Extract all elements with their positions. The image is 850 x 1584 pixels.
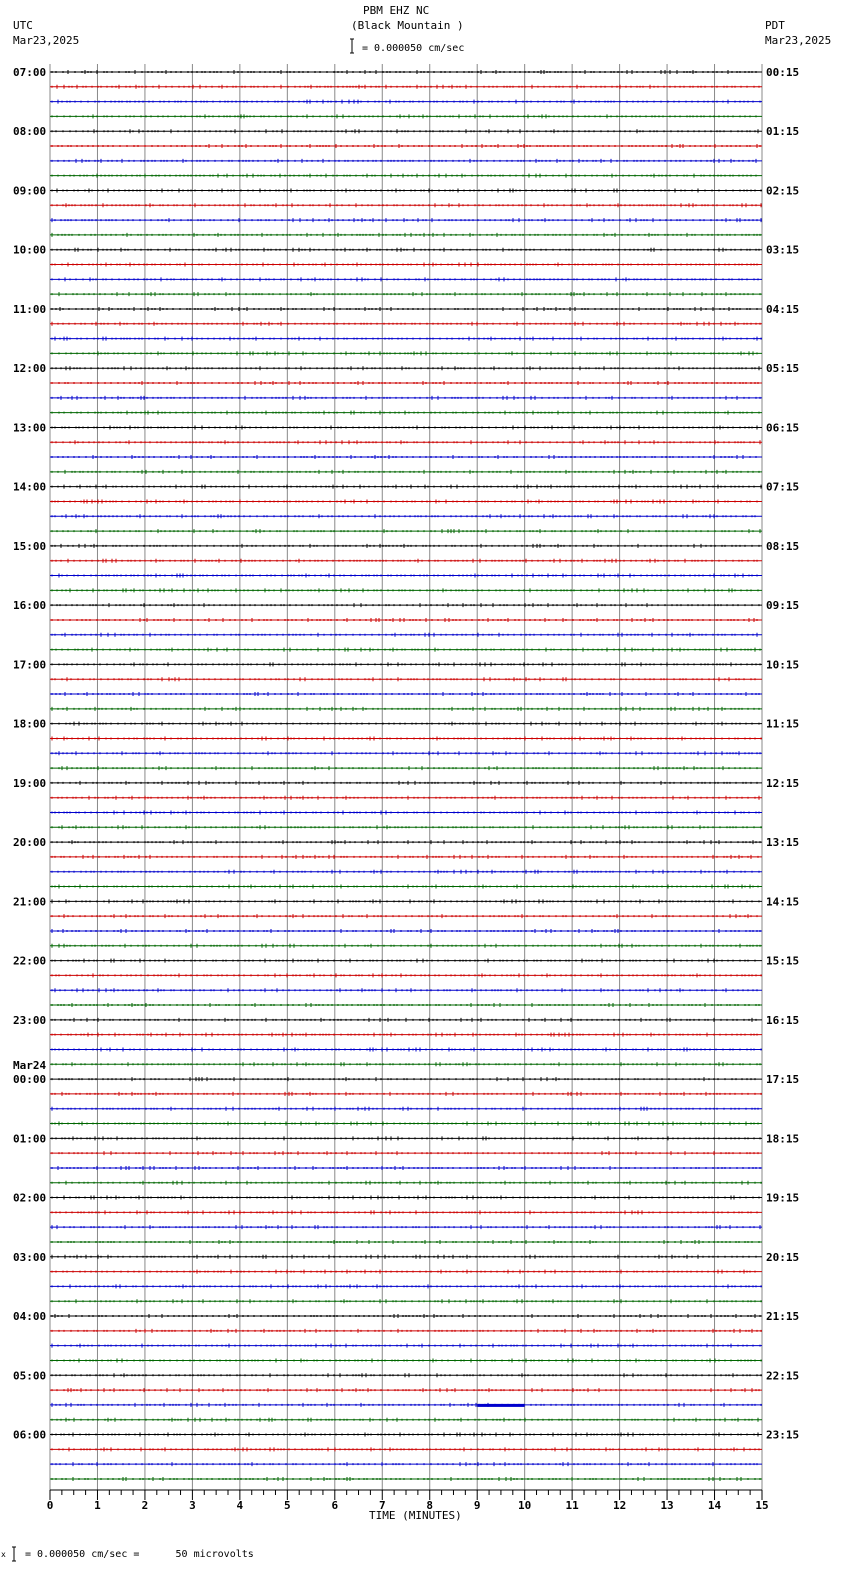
pdt-hour-label: 01:15 [766, 125, 800, 139]
utc-hour-label: 10:00 [13, 243, 47, 257]
pdt-hour-label: 20:15 [766, 1250, 800, 1264]
axis-tick-label: 14 [707, 1499, 722, 1512]
utc-hour-label: 04:00 [13, 1310, 47, 1324]
pdt-hour-label: 06:15 [766, 421, 800, 435]
pdt-hour-label: 00:15 [766, 66, 800, 79]
scale-bars [12, 39, 354, 1561]
pdt-hour-label: 14:15 [766, 895, 800, 909]
axis-tick-label: 12 [612, 1499, 627, 1512]
pdt-hour-label: 23:15 [766, 1428, 800, 1442]
event-markers [477, 1404, 524, 1407]
x-axis-title: TIME (MINUTES) [369, 1509, 462, 1522]
axis-tick-label: 11 [565, 1499, 579, 1512]
right-timezone: PDT [765, 19, 785, 32]
utc-hour-label: 08:00 [13, 125, 47, 139]
event-burst [477, 1404, 524, 1407]
pdt-hour-label: 21:15 [766, 1310, 800, 1324]
scale-bar-icon [350, 39, 354, 53]
utc-hour-label: 18:00 [13, 717, 47, 731]
pdt-hour-label: 15:15 [766, 954, 800, 968]
utc-hour-label: 12:00 [13, 362, 47, 376]
utc-hour-label: 23:00 [13, 1013, 47, 1027]
axis-tick-label: 9 [473, 1499, 481, 1512]
pdt-hour-label: 16:15 [766, 1013, 800, 1027]
pdt-hour-label: 18:15 [766, 1132, 800, 1146]
footer-scale-bar-icon [12, 1547, 16, 1561]
utc-hour-label: 07:00 [13, 66, 47, 79]
utc-hour-label: 05:00 [13, 1369, 47, 1383]
left-timezone: UTC [13, 19, 33, 32]
axis-tick-label: 10 [518, 1499, 532, 1512]
axis-tick-label: 15 [755, 1499, 769, 1512]
utc-hour-label: 21:00 [13, 895, 47, 909]
axis-tick-label: 0 [46, 1499, 54, 1512]
axis-tick-label: 7 [378, 1499, 386, 1512]
axis-tick-label: 4 [236, 1499, 244, 1512]
right-date: Mar23,2025 [765, 34, 832, 47]
utc-hour-label: 11:00 [13, 302, 47, 316]
pdt-hour-label: 07:15 [766, 480, 800, 494]
scale-text: = 0.000050 cm/sec [362, 43, 465, 54]
axis-tick-label: 8 [426, 1499, 434, 1512]
utc-hour-label: 20:00 [13, 836, 47, 850]
utc-hour-label: 17:00 [13, 658, 47, 672]
utc-hour-label: 00:00 [13, 1073, 47, 1087]
pdt-hour-label: 11:15 [766, 717, 800, 731]
pdt-hour-label: 17:15 [766, 1073, 800, 1087]
axis-tick-label: 6 [331, 1499, 339, 1512]
pdt-hour-label: 19:15 [766, 1191, 800, 1205]
utc-hour-label: 16:00 [13, 599, 47, 613]
utc-hour-label: 15:00 [13, 539, 47, 553]
axis-tick-label: 13 [660, 1499, 674, 1512]
pdt-hour-label: 03:15 [766, 243, 800, 257]
minute-gridlines [50, 64, 762, 1491]
utc-hour-label: 02:00 [13, 1191, 47, 1205]
pdt-hour-label: 09:15 [766, 599, 800, 613]
axis-tick-label: 1 [94, 1499, 101, 1512]
pdt-hour-label: 08:15 [766, 539, 800, 553]
trace-noise [52, 870, 759, 874]
utc-hour-label: 13:00 [13, 421, 47, 435]
station-title: PBM EHZ NC [363, 4, 430, 17]
trace-rows [50, 70, 762, 1481]
utc-hour-label: 14:00 [13, 480, 47, 494]
axis-tick-label: 5 [284, 1499, 291, 1512]
date-change-label: Mar24 [13, 1059, 47, 1073]
pdt-hour-label: 02:15 [766, 184, 800, 198]
axis-tick-label: 3 [189, 1499, 196, 1512]
footer-scale-text: = 0.000050 cm/sec = 50 microvolts [25, 1549, 254, 1560]
pdt-hour-label: 10:15 [766, 658, 800, 672]
utc-hour-label: 06:00 [13, 1428, 47, 1442]
pdt-hour-label: 22:15 [766, 1369, 800, 1383]
pdt-hour-label: 04:15 [766, 302, 800, 316]
utc-hour-label: 01:00 [13, 1132, 47, 1146]
station-location: (Black Mountain ) [351, 19, 464, 32]
trace-noise [52, 351, 757, 355]
utc-hour-label: 09:00 [13, 184, 47, 198]
pdt-hour-label: 05:15 [766, 362, 800, 376]
axis-tick-label: 2 [141, 1499, 149, 1512]
utc-hour-label: 22:00 [13, 954, 47, 968]
utc-hour-label: 19:00 [13, 776, 47, 790]
footer-corner-mark: x [1, 1550, 6, 1559]
utc-hour-label: 03:00 [13, 1250, 47, 1264]
pdt-hour-label: 12:15 [766, 776, 800, 790]
left-date: Mar23,2025 [13, 34, 80, 47]
pdt-hour-label: 13:15 [766, 836, 800, 850]
